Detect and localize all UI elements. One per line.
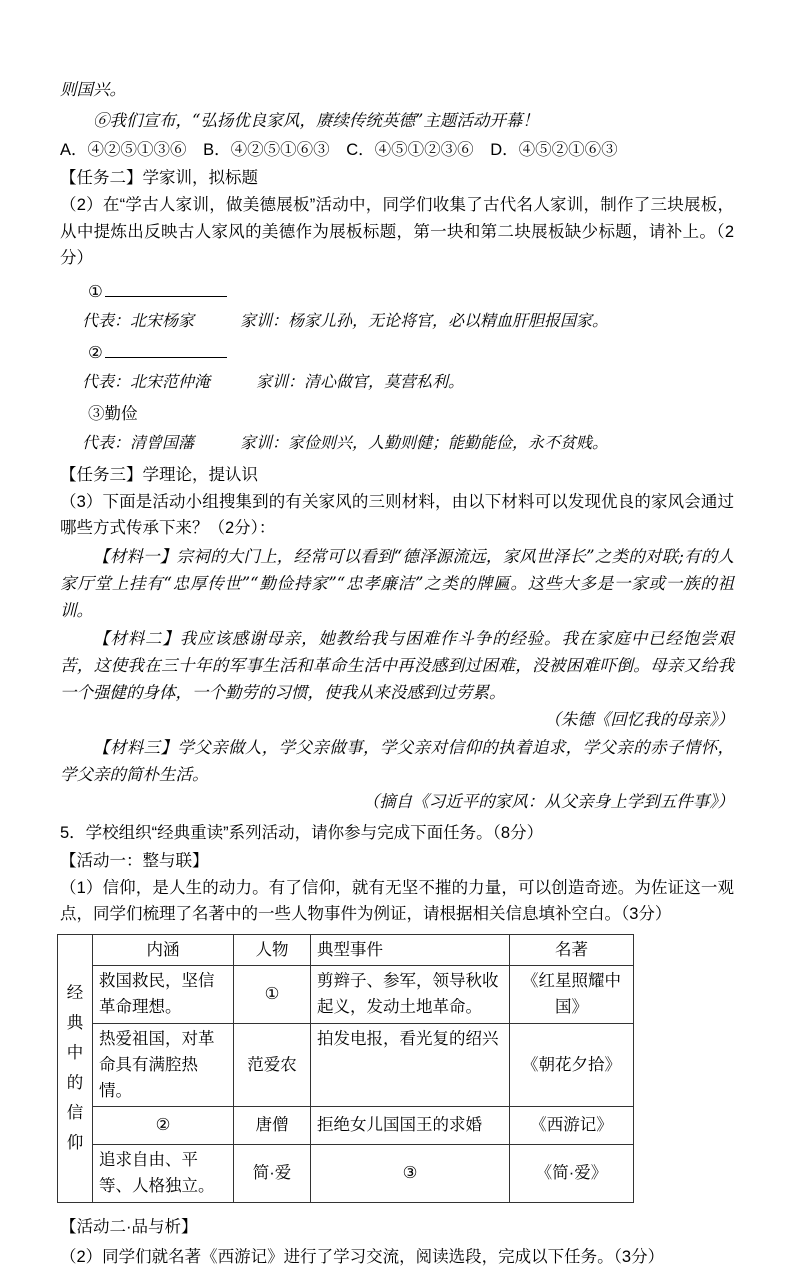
board-3 (60, 402, 734, 455)
row1-connotation: 救国救民，坚信革命理想。 (93, 965, 234, 1023)
row3-event: 拒绝女儿国国王的求婚 (311, 1106, 510, 1144)
board-1 (60, 280, 734, 333)
header-connotation: 内涵 (93, 934, 234, 965)
row3-person: 唐僧 (234, 1106, 311, 1144)
board-3-representative: 代表：清曾国藩 (82, 432, 195, 452)
board-1-title-blank (105, 281, 227, 297)
board-3-motto: 家训：家俭则兴，人勤则健；能勤能俭，永不贫贱。 (240, 432, 609, 452)
header-typical-event: 典型事件 (311, 934, 510, 965)
row2-connotation: 热爱祖国，对革命具有满腔热情。 (93, 1023, 234, 1106)
belief-table-vertical-label: 经典中的信仰 (66, 984, 84, 1152)
activity2-question: （2）同学们就名著《西游记》进行了学习交流，阅读选段，完成以下任务。（3分） (60, 1247, 665, 1266)
row2-event: 拍发电报，看光复的绍兴 (311, 1023, 510, 1106)
row1-person-blank: ① (234, 965, 311, 1023)
material-3-source: （摘自《习近平的家风：从父亲身上学到五件事》） (362, 791, 734, 811)
board-2-number-line (88, 341, 734, 366)
table-row (58, 1106, 634, 1144)
board-2-representative: 代表：北宋范仲淹 (82, 371, 211, 391)
material-2-text: 【材料二】我应该感谢母亲，她教给我与困难作斗争的经验。我在家庭中已经饱尝艰苦，这使我在三十年的军事生活和革命生活中再没感到过困难，没被困难吓倒。母亲又给我一个强健的身体，一个勤劳的习惯，使我从来没感到过劳累。 (60, 628, 734, 702)
task2-question: （2）在“学古人家训，做美德展板”活动中，同学们收集了古代名人家训，制作了三块展板，从中提炼出反映古人家风的美德作为展板标题，第一块和第二块展板缺少标题，请补上。（2分） (60, 196, 734, 267)
board-1-motto: 家训：杨家儿孙，无论将官，必以精血肝胆报国家。 (240, 310, 609, 330)
row2-person: 范爱农 (234, 1023, 311, 1106)
choice-option-b: B．④②⑤①⑥③ (203, 141, 330, 159)
activity1-question: （1）信仰，是人生的动力。有了信仰，就有无坚不摧的力量，可以创造奇迹。为佐证这一观点，同学们梳理了名著中的一些人物事件为例证，请根据相关信息填补空白。（3分） (60, 878, 734, 923)
residual-sentence: 则国兴。 (60, 80, 126, 99)
board-2-motto: 家训：清心做官，莫营私利。 (256, 371, 465, 391)
material-1-text: 【材料一】宗祠的大门上，经常可以看到“德泽源流远，家风世泽长”之类的对联;有的人家厅堂上挂有“忠厚传世”“勤俭持家”“忠孝廉洁”之类的牌匾。这些大多是一家或一族的祖训。 (60, 546, 734, 620)
board-1-number-line (88, 280, 734, 305)
header-person: 人物 (234, 934, 311, 965)
board-3-number-line (88, 402, 734, 427)
row1-work: 《红星照耀中国》 (510, 965, 634, 1023)
belief-table (57, 934, 634, 1203)
row4-connotation: 追求自由、平等、人格独立。 (93, 1144, 234, 1202)
board-3-title: 勤俭 (104, 404, 138, 423)
table-row (58, 1144, 634, 1202)
choice-option-d: D．④⑤②①⑥③ (490, 141, 618, 159)
board-1-representative: 代表：北宋杨家 (82, 310, 195, 330)
activity2-heading: 【活动二·品与析】 (60, 1217, 198, 1236)
row3-work: 《西游记》 (510, 1106, 634, 1144)
board-2 (60, 341, 734, 394)
question5-stem: 5．学校组织“经典重读”系列活动，请你参与完成下面任务。（8分） (60, 823, 544, 842)
task2-heading: 【任务二】学家训，拟标题 (60, 169, 258, 187)
table-row (58, 1023, 634, 1106)
material-3-text: 【材料三】学父亲做人，学父亲做事，学父亲对信仰的执着追求，学父亲的赤子情怀，学父亲的简朴生活。 (60, 737, 734, 784)
board-1-number: ① (88, 282, 103, 301)
choice-option-c: C．④⑤①②③⑥ (346, 141, 474, 159)
row4-event-blank: ③ (311, 1144, 510, 1202)
row4-work: 《简·爱》 (510, 1144, 634, 1202)
material-2-source: （朱德《回忆我的母亲》） (544, 709, 734, 729)
board-2-detail (82, 369, 734, 394)
task3-question: （3）下面是活动小组搜集到的有关家风的三则材料，由以下材料可以发现优良的家风会通过哪些方式传承下来？（2分）： (60, 492, 734, 537)
item6-line: ⑥我们宣布，“弘扬优良家风，赓续传统英德”主题活动开幕！ (93, 111, 539, 130)
row1-event: 剪辫子、参军，领导秋收起义，发动土地革命。 (311, 965, 510, 1023)
task3-heading: 【任务三】学理论，提认识 (60, 465, 258, 484)
row4-person: 简·爱 (234, 1144, 311, 1202)
table-row (58, 965, 634, 1023)
board-3-number: ③ (88, 404, 105, 423)
choice-option-a: A．④②⑤①③⑥ (60, 141, 187, 159)
row2-work: 《朝花夕拾》 (510, 1023, 634, 1106)
header-famous-work: 名著 (510, 934, 634, 965)
board-2-number: ② (88, 343, 103, 362)
activity1-heading: 【活动一：整与联】 (60, 851, 209, 870)
row3-connotation-blank: ② (93, 1106, 234, 1144)
board-3-detail (82, 430, 734, 455)
choice-options-line (60, 136, 734, 164)
belief-table-header-row (58, 934, 634, 965)
belief-table-vertical-label-cell (58, 934, 93, 1202)
board-1-detail (82, 308, 734, 333)
board-2-title-blank (105, 342, 227, 358)
